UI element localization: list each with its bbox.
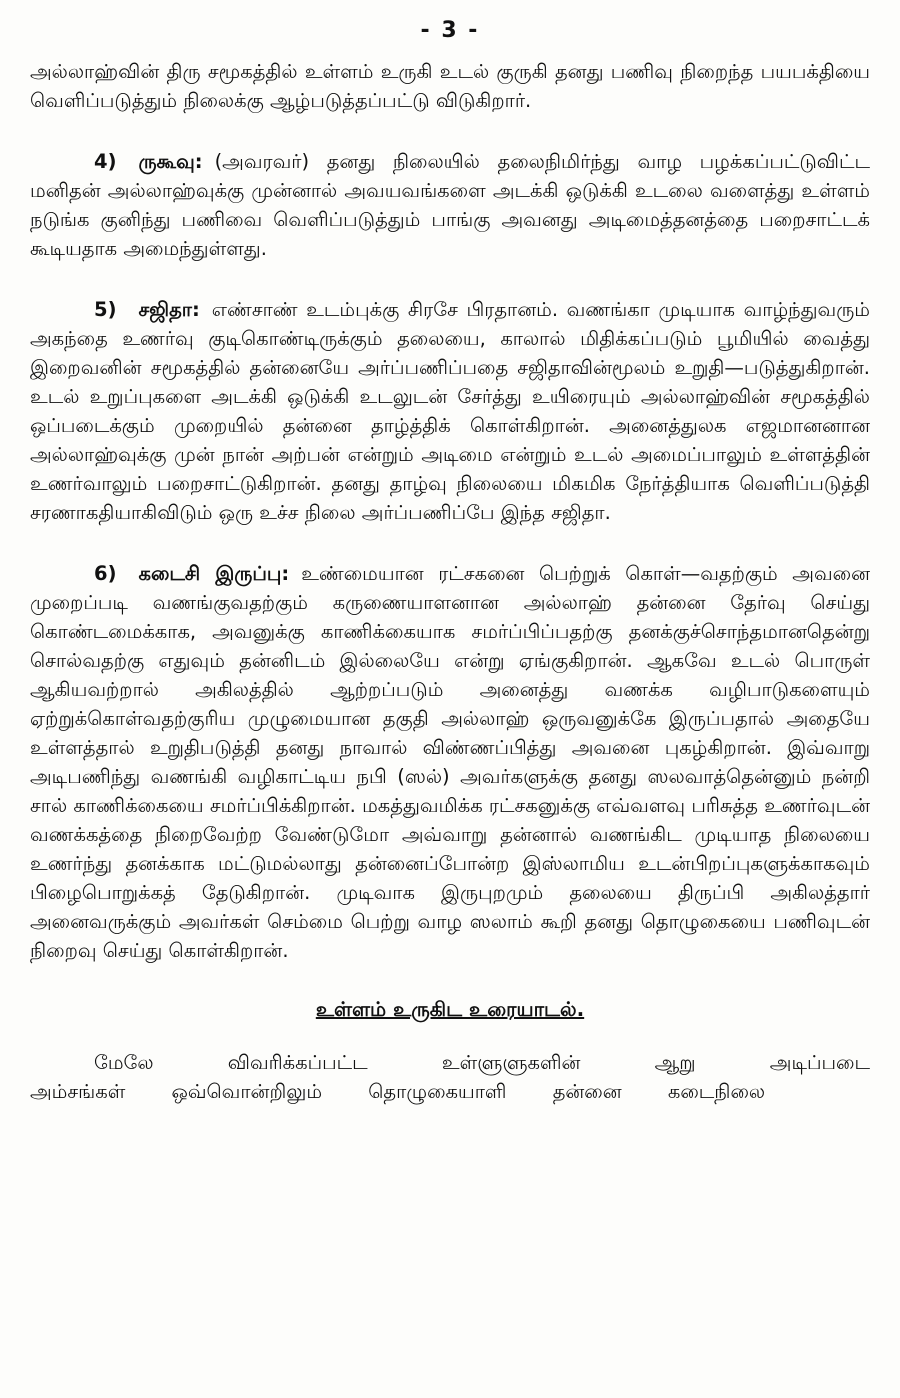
section-sajida [30, 295, 870, 527]
section-text: உண்மையான ரட்சகனை பெற்றுக் கொள்—வதற்கும் அவனை முறைப்படி வணங்குவதற்கும் கருணையாளனான அல்லாஹ் தன்னை தேர்வு செய்து கொண்டமைக்காக, அவனுக்கு காணிக்கையாக சமர்ப்பிப்பதற்கு தனக்குச்சொந்தமானதென்று சொல்வதற்கு எதுவும் தன்னிடம் இல்லையே என்று ஏங்குகிறான். ஆகவே உடல் பொருள் ஆகியவற்றால் அகிலத்தில் ஆற்றப்படும் அனைத்து வணக்க வழிபாடுகளையும் ஏற்றுக்கொள்வதற்குரிய முழுமையான தகுதி அல்லாஹ் ஒருவனுக்கே இருப்பதால் அதையே உள்ளத்தால் உறுதிபடுத்தி தனது நாவால் விண்ணப்பித்து அவனை புகழ்கிறான். இவ்வாறு அடிபணிந்து வணங்கி வழிகாட்டிய நபி (ஸல்) அவர்களுக்கு தனது ஸலவாத்தென்னும் நன்றி சால் காணிக்கையை சமர்ப்பிக்கிறான். மகத்துவமிக்க ரட்சகனுக்கு எவ்வளவு பரிசுத்த உணர்வுடன் வணக்கத்தை நிறைவேற்ற வேண்டுமோ அவ்வாறு தன்னால் வணங்கிட முடியாத நிலையை உணர்ந்து தனக்காக மட்டுமல்லாது தன்னைப்போன்ற இஸ்லாமிய உடன்பிறப்புகளுக்காகவும் பிழைபொறுக்கத் தேடுகிறான். முடிவாக இருபுறமும் தலையை திருப்பி அகிலத்தார் அனைவருக்கும் அவர்கள் செம்மை பெற்று வாழ ஸலாம் கூறி தனது தொழுகையை பணிவுடன் நிறைவு செய்து கொள்கிறான். [30, 562, 870, 962]
page-number: - 3 - [420, 18, 480, 43]
section-number: 6) [94, 562, 117, 585]
section-rukoo [30, 147, 870, 263]
section-paragraph [30, 147, 870, 263]
section-heading: உள்ளம் உருகிட உரையாடல். [315, 997, 585, 1021]
section-last-sitting [30, 559, 870, 965]
section-text: (அவரவர்) தனது நிலையில் தலைநிமிர்ந்து வாழ பழக்கப்பட்டுவிட்ட மனிதன் அல்லாஹ்வுக்கு முன்னால் அவயவங்களை அடக்கி ஒடுக்கி உடலை வளைத்து உள்ளம் நடுங்க குனிந்து பணிவை வெளிப்படுத்தும் பாங்கு அவனது அடிமைத்தனத்தை பறைசாட்டக் கூடியதாக அமைந்துள்ளது. [30, 150, 870, 260]
section-number: 4) [94, 150, 117, 173]
section-term: ருகூவு: [138, 150, 203, 173]
closing-paragraph: மேலே விவரிக்கப்பட்ட உள்ளுளுகளின் ஆறு அடிப்படை அம்சங்கள் ஒவ்வொன்றிலும் தொழுகையாளி தன்னை கடைநிலை [30, 1051, 870, 1103]
section-paragraph [30, 295, 870, 527]
section-term: கடைசி இருப்பு: [138, 562, 290, 585]
section-text: எண்சாண் உடம்புக்கு சிரசே பிரதானம். வணங்கா முடியாக வாழ்ந்துவரும் அகந்தை உணர்வு குடிகொண்டிருக்கும் தலையை, காலால் மிதிக்கப்படும் பூமியில் வைத்து இறைவனின் சமூகத்தில் தன்னையே அர்ப்பணிப்பதை சஜிதாவின்மூலம் உறுதி—படுத்துகிறான். உடல் உறுப்புகளை அடக்கி ஒடுக்கி உடலுடன் சேர்த்து உயிரையும் அல்லாஹ்வின் சமூகத்தில் ஒப்படைக்கும் முறையில் தன்னை தாழ்த்திக் கொள்கிறான். அனைத்துலக எஜமானனான அல்லாஹ்வுக்கு முன் நான் அற்பன் என்றும் அடிமை என்றும் உடல் அமைப்பாலும் உள்ளத்தின் உணர்வாலும் பறைசாட்டுகிறான். தனது தாழ்வு நிலையை மிகமிக நேர்த்தியாக வெளிப்படுத்தி சரணாகதியாகிவிடும் ஒரு உச்ச நிலை அர்ப்பணிப்பே இந்த சஜிதா. [30, 298, 870, 524]
intro-paragraph: அல்லாஹ்வின் திரு சமூகத்தில் உள்ளம் உருகி உடல் குருகி தனது பணிவு நிறைந்த பயபக்தியை வெளிப்படுத்தும் நிலைக்கு ஆழ்படுத்தப்பட்டு விடுகிறார். [30, 60, 870, 112]
section-term: சஜிதா: [138, 298, 200, 321]
section-paragraph [30, 559, 870, 965]
section-number: 5) [94, 298, 117, 321]
